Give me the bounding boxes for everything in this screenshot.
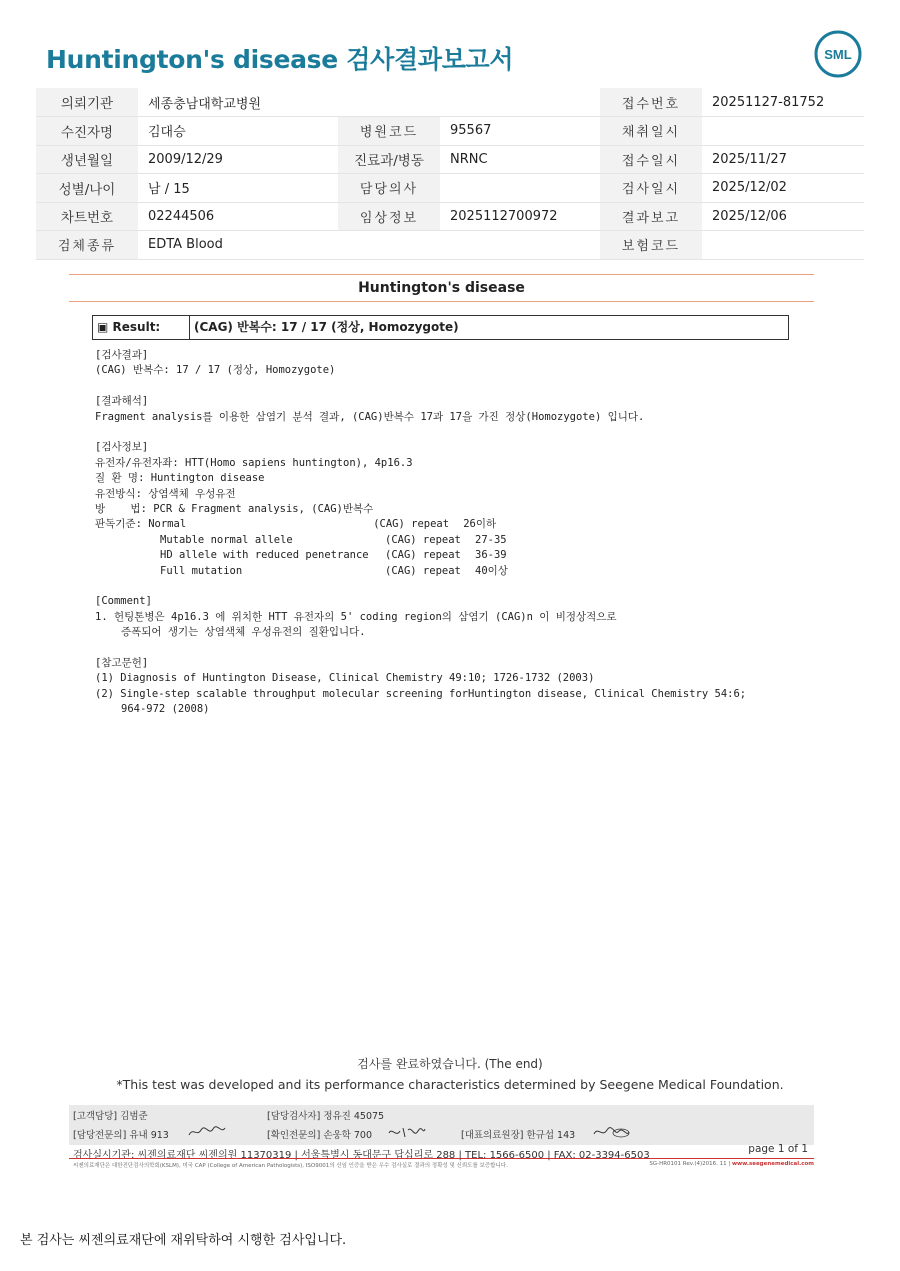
form-code: SG-HR0101 Rev.(4)2016. 11 | www.seegenemedical.com	[649, 1161, 814, 1167]
value-receipt-date: 2025/11/27	[702, 145, 864, 174]
method-line: 방 법: PCR & Fragment analysis, (CAG)반복수	[95, 503, 374, 516]
reference-item: (1) Diagnosis of Huntington Disease, Clinical Chemistry 49:10; 1726-1732 (2003)	[95, 672, 595, 685]
value-collection-date	[702, 117, 864, 146]
value-department: NRNC	[440, 145, 600, 174]
value-report-date: 2025/12/06	[702, 202, 864, 231]
value-receipt-no: 20251127-81752	[702, 88, 864, 117]
reference-item-cont: 964-972 (2008)	[121, 703, 210, 716]
institution-info: 검사실시기관: 씨젠의료재단 씨젠의원 11370319 | 서울특별시 동대문구 답십리로 288 | TEL: 1566-6500 | FAX: 02-3394-6503	[73, 1150, 650, 1161]
label-institution: 의뢰기관	[36, 88, 138, 117]
label-specimen: 검체종류	[36, 231, 138, 260]
inheritance-line: 유전방식: 상염색체 우성유전	[95, 487, 236, 500]
website-link[interactable]: www.seegenemedical.com	[731, 1161, 814, 1167]
value-chart-no: 02244506	[138, 202, 338, 231]
result-label: ▣ Result:	[93, 316, 190, 339]
bottom-note: 본 검사는 씨젠의료재단에 재위탁하여 시행한 검사입니다.	[20, 1233, 347, 1248]
value-specimen: EDTA Blood	[138, 231, 338, 260]
value-hospital-code: 95567	[440, 117, 600, 146]
interp-text: Fragment analysis를 이용한 삼염기 분석 결과, (CAG)반복수 17과 17을 가진 정상(Homozygote) 입니다.	[95, 410, 645, 423]
interp-heading: [결과해석]	[95, 395, 149, 408]
footer-divider	[69, 1158, 814, 1159]
sml-logo	[812, 28, 864, 80]
info-row	[36, 231, 864, 260]
signature-icon	[187, 1125, 227, 1139]
disease-line: 질 환 명: Huntington disease	[95, 472, 265, 485]
disclaimer: *This test was developed and its performance characteristics determined by Seegene Medical Foundation.	[116, 1077, 784, 1092]
reference-item: (2) Single-step scalable throughput molecular screening forHuntington disease, Clinical Chemistry 54:6;	[95, 687, 747, 700]
label-receipt-no: 접수번호	[600, 88, 702, 117]
label-doctor: 담당의사	[338, 174, 440, 203]
report-body	[95, 348, 855, 718]
info-heading: [검사정보]	[95, 441, 149, 454]
comment-line: 증폭되어 생기는 상염색체 우성유전의 질환입니다.	[121, 626, 366, 639]
result-box	[92, 315, 789, 340]
label-insurance-code: 보험코드	[600, 231, 702, 260]
info-row	[36, 202, 864, 231]
value-sex-age: 남 / 15	[138, 174, 338, 203]
info-row	[36, 174, 864, 203]
criteria-row: 판독기준: Normal (CAG) repeat 26이하	[95, 517, 855, 532]
label-hospital-code: 병원코드	[338, 117, 440, 146]
value-patient-name: 김대승	[138, 117, 338, 146]
label-department: 진료과/병동	[338, 145, 440, 174]
signature-box	[69, 1105, 814, 1145]
refs-heading: [참고문헌]	[95, 657, 149, 670]
label-chart-no: 차트번호	[36, 202, 138, 231]
result-value: (CAG) 반복수: 17 / 17 (정상, Homozygote)	[194, 320, 459, 334]
gene-line: 유전자/유전자좌: HTT(Homo sapiens huntington), 4p16.3	[95, 456, 413, 469]
section-title: Huntington's disease	[69, 274, 814, 302]
criteria-row: Full mutation (CAG) repeat 40이상	[160, 564, 508, 577]
criteria-row: HD allele with reduced penetrance (CAG) repeat 36-39	[160, 549, 507, 562]
value-birth-date: 2009/12/29	[138, 145, 338, 174]
value-doctor	[440, 174, 600, 203]
signature-icon	[387, 1125, 427, 1139]
info-row	[36, 117, 864, 146]
director: [대표의료원장] 한규섭 143	[461, 1130, 576, 1141]
criteria-row: Mutable normal allele (CAG) repeat 27-35	[160, 533, 507, 546]
label-clinical-info: 임상정보	[338, 202, 440, 231]
logo-text: SML	[824, 47, 852, 62]
result-text: (CAG) 반복수: 17 / 17 (정상, Homozygote)	[95, 364, 336, 377]
value-institution: 세종충남대학교병원	[138, 88, 338, 117]
label-sex-age: 성별/나이	[36, 174, 138, 203]
label-patient-name: 수진자명	[36, 117, 138, 146]
label-test-date: 검사일시	[600, 174, 702, 203]
comment-line: 1. 헌팅톤병은 4p16.3 에 위치한 HTT 유전자의 5' coding region의 삼염기 (CAG)n 이 비정상적으로	[95, 610, 617, 623]
info-row	[36, 145, 864, 174]
label-collection-date: 채취일시	[600, 117, 702, 146]
certification-text: 씨젠의료재단은 대한진단검사의학회(KSLM), 미국 CAP (College of American Pathologists), ISO9001의 신임 인증을 받은 우수 검사실로 결과의 정확성 및 신뢰도를 보증합니다.	[73, 1163, 508, 1169]
comment-heading: [Comment]	[95, 595, 152, 608]
value-test-date: 2025/12/02	[702, 174, 864, 203]
value-insurance-code	[702, 231, 864, 260]
label-birth-date: 생년월일	[36, 145, 138, 174]
end-text: 검사를 완료하였습니다. (The end)	[357, 1057, 543, 1071]
signature-icon	[591, 1125, 631, 1139]
customer-manager: [고객담당] 김범준	[73, 1111, 148, 1122]
result-heading: [검사결과]	[95, 349, 149, 361]
info-row	[36, 88, 864, 117]
label-receipt-date: 접수일시	[600, 145, 702, 174]
specialist: [담당전문의] 유내 913	[73, 1130, 169, 1141]
report-title: Huntington's disease 검사결과보고서	[46, 45, 514, 74]
confirm-specialist: [확인전문의] 손웅학 700	[267, 1130, 373, 1141]
label-report-date: 결과보고	[600, 202, 702, 231]
tester: [담당검사자] 정유진 45075	[267, 1111, 385, 1122]
value-clinical-info: 2025112700972	[440, 202, 600, 231]
patient-info-table	[36, 88, 864, 260]
criteria-label: 판독기준:	[95, 518, 149, 531]
page-number: page 1 of 1	[748, 1143, 808, 1155]
